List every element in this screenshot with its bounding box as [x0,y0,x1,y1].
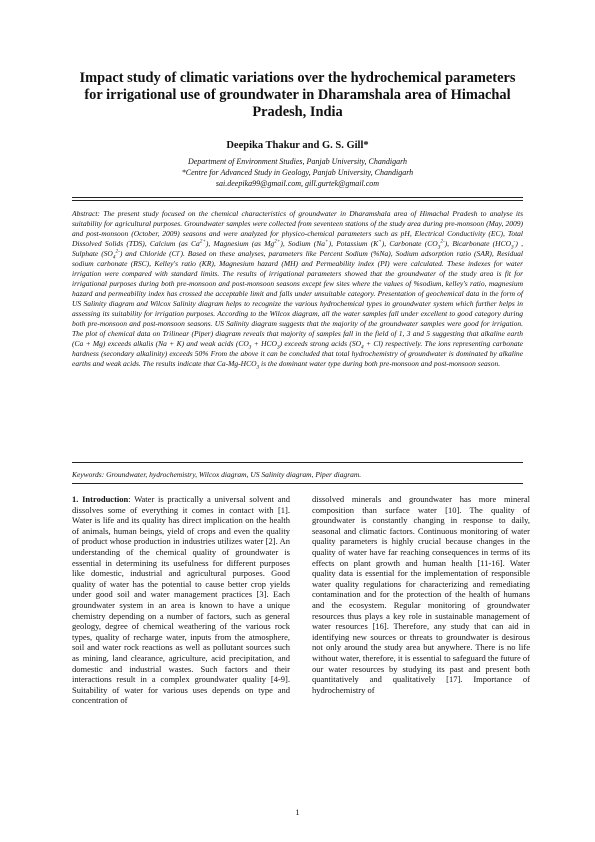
left-column [72,494,290,706]
author-emails: sai.deepika99@gmail.com, gill.gurtek@gmail.com [215,179,380,188]
top-rule [72,197,523,198]
intro-heading: 1. Introduction [72,494,129,504]
keywords: Keywords: Groundwater, hydrochemistry, Wilcox diagram, US Salinity diagram, Piper diagram. [72,470,362,479]
affiliations [70,156,525,189]
right-column-text: dissolved minerals and groundwater has more mineral composition than surface water [10]. The quality of groundwater is constantly changing in response to daily, seasonal and climatic factors. Continuous monitoring of water quality parameters is highly crucial because changes in the quality of water have far reaching consequences in terms of its effects on plant growth and human health [11-16]. Water quality data is essential for the implementation of responsible water quality regulations for characterizing and remediating contamination and for the protection of the health of humans and the ecosystem. Regular monitoring of groundwater resources thus plays a key role in sustainable management of water resources [16]. Therefore, any study that can aid in identifying new sources or threats to groundwater is desirous not only around the study area but anywhere. There is no life without water, therefore, it is essential to safeguard the future of our water resources by studying its past and present both quantitatively and qualitatively [17]. Importance of hydrochemistry of [312,494,530,695]
paper-title: Impact study of climatic variations over the hydrochemical parameters for irrigational use of groundwater in Dharamshala area of Himachal Pradesh, India [79,70,516,120]
affiliation-2: *Centre for Advanced Study in Geology, Panjab University, Chandigarh [181,168,414,177]
abstract-label: Abstract: [72,209,100,218]
right-column [312,494,530,695]
left-column-text: : Water is practically a universal solvent and dissolves some of everything it comes in contact with [1]. Water is life and its quality has direct implication on the health of animals, human beings, yield of crops and even the quality of product whose production in industries utilizes water [2]. An understanding of the chemical quality of groundwater is essential in determining its usefulness for different purposes like domestic, industrial and agricultural purposes. Good quality of water has the potential to cause better crop yields under good soil and water management practices [3]. Each groundwater system in an area is known to have a unique chemistry depending on a number of factors, such as general geology, degree of chemical weathering of the various rock types, quality of recharge water, inputs from the atmosphere, soil and water rock reactions as well as pollutant sources such as mining, land clearance, agriculture, acid precipitation, and domestic and industrial wastes. Such factors and their interactions result in a complex groundwater quality [4-9]. Suitability of water for various uses depends on type and concentration of [72,494,290,706]
authors: Deepika Thakur and G. S. Gill* [226,140,369,151]
affiliation-1: Department of Environment Studies, Panjab University, Chandigarh [187,157,408,166]
page-number: 1 [295,807,300,817]
keywords-rule [72,462,523,463]
top-rule-double [72,200,523,201]
abstract: Abstract: The present study focused on the chemical characteristics of groundwater in Dharamshala area of Himachal Pradesh to analyse its suitability for agricultural purposes. Groundwater samples were collected from seventeen stations of the study area during pre-monsoon (May, 2009) and post-monsoon (October, 2009) seasons and were analyzed for physico-chemical parameters such as pH, Electrical Conductivity (EC), Total Dissolved Solids (TDS), Calcium (as $Ca^{2+}$), Magnesium (as $Mg^{2+}$), Sodium (Na+), Potassium (K+), Carbonate $(CO_3^{2-})$, Bicarbonate $(HCO_3^-)$ , Sulphate $(SO_4^{2-})$ and Chloride (Cl-). Based on these analyses, parameters like Percent Sodium (%Na), Sodium adsorption ratio (SAR), Residual sodium carbonate (RSC), Kelley's ratio (KR), Magnesium hazard (MH) and Permeability index (PI) were calculated. These indexes for water irrigation were compared with standard limits. The results of irrigational parameters showed that the groundwater of the study area is fit for irrigational purposes during both pre-monsoon and post-monsoon seasons except few sites where the values of %sodium, kelley's ratio, magnesium hazard and permeability index has crossed the acceptable limit and falls under unsuitable category. Presentation of geochemical data in the form of US Salinity diagram and Wilcox Salinity diagram helps to recognize the various hydrochemical types in groundwater system which further helps in assessing its suitability for irrigation purposes. According to the Wilcox diagram, all the water samples fall under excellent to good category during both pre-monsoon and post-monsoon seasons. US Salinity diagram suggests that the majority of the groundwater samples were good for irrigation. The plot of chemical data on Trilinear (Piper) diagram reveals that majority of samples fall in the field of 1, 3 and 5 suggesting that alkaline earth (Ca + Mg) exceeds alkalis (Na + K) and weak acids $(CO_3 + HCO_3)$ exceeds strong acids $(SO_4 + Cl)$ respectively. The ions representing carbonate hardness (secondary alkalinity) exceeds 50% From the above it can be concluded that total hydrochemistry of groundwater is dominated by alkaline earths and weak acids. The results indicate that $Ca-Mg-HCO_3$ is the dominant water type during both pre-monsoon and post-monsoon season. [72,209,523,371]
keywords-bottom-rule [72,483,523,484]
